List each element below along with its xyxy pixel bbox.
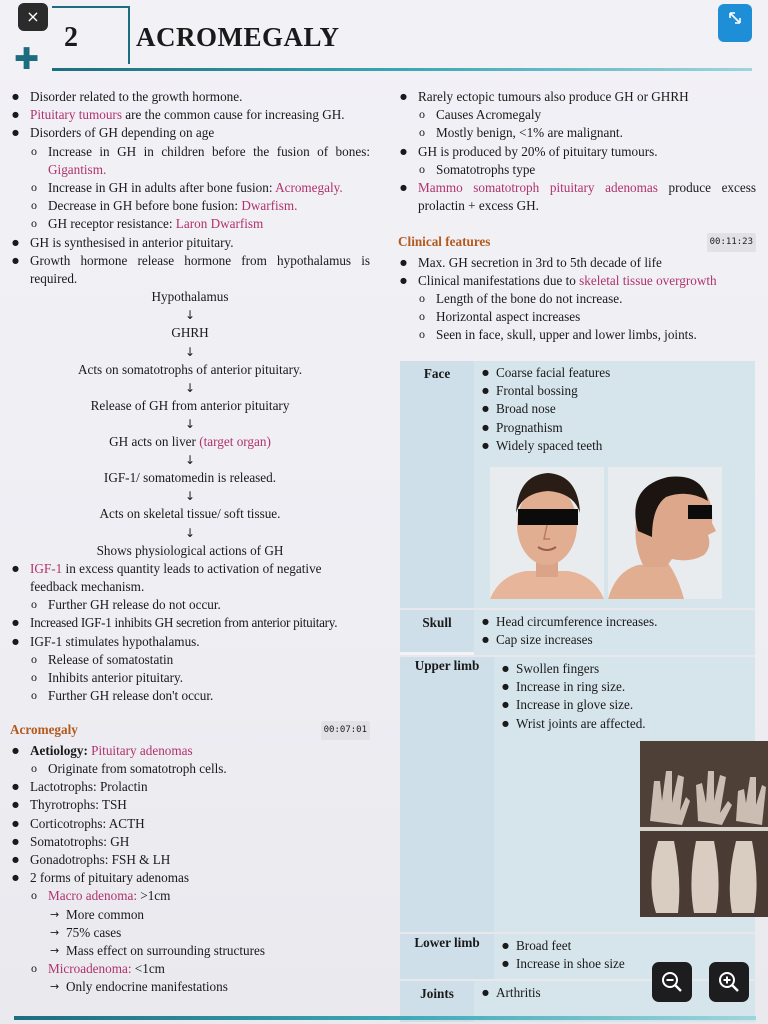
zoom-out-button[interactable]	[652, 962, 692, 1002]
section-header-acromegaly	[10, 721, 370, 739]
table-row	[400, 657, 755, 934]
list-item: ● Prognathism	[476, 419, 749, 437]
list-item: ● Head circumference increases.	[476, 613, 749, 631]
face-front-image	[490, 467, 604, 599]
footer-divider	[14, 1016, 756, 1020]
face-profile-image	[608, 467, 722, 599]
list-item: ● IGF-1 in excess quantity leads to activation of negative feedback mechanism.	[10, 560, 370, 596]
sub-item: o Macro adenoma: >1cm	[10, 887, 370, 905]
hands-feet-image	[640, 741, 768, 917]
close-icon: ×	[26, 7, 40, 26]
list-item: ● Gonadotrophs: FSH & LH	[10, 851, 370, 869]
arrow-item: → Only endocrine manifestations	[10, 978, 370, 996]
section-title: Acromegaly	[10, 722, 78, 738]
list-item: ● Max. GH secretion in 3rd to 5th decade of life	[398, 254, 756, 272]
list-item: ● Cap size increases	[476, 631, 749, 649]
flow-step: Hypothalamus	[151, 289, 229, 305]
flowchart	[10, 288, 370, 560]
row-label: Lower limb	[400, 934, 494, 979]
zoom-in-button[interactable]	[709, 962, 749, 1002]
list-item: ● Arthritis	[476, 984, 749, 1002]
flow-step: Acts on skeletal tissue/ soft tissue.	[99, 506, 281, 522]
list-item: ● Rarely ectopic tumours also produce GH or GHRH	[398, 88, 756, 106]
sub-item: o Causes Acromegaly	[398, 106, 756, 124]
list-item: ● Corticotrophs: ACTH	[10, 815, 370, 833]
sub-item: o Increase in GH in adults after bone fusion: Acromegaly.	[10, 179, 370, 197]
arrow-down-icon: ↓	[184, 308, 196, 323]
arrow-down-icon: ↓	[184, 489, 196, 504]
list-item: ● GH is synthesised in anterior pituitary.	[10, 234, 370, 252]
sub-item: o Microadenoma: <1cm	[10, 960, 370, 978]
flow-step: IGF-1/ somatomedin is released.	[103, 470, 277, 486]
sub-item: o Seen in face, skull, upper and lower limbs, joints.	[398, 326, 756, 344]
list-item: ● 2 forms of pituitary adenomas	[10, 869, 370, 887]
sub-item: o Further GH release do not occur.	[10, 596, 370, 614]
sub-item: o Decrease in GH before bone fusion: Dwarfism.	[10, 197, 370, 215]
row-label: Face	[400, 361, 474, 608]
sub-item: o Inhibits anterior pituitary.	[10, 669, 370, 687]
arrow-down-icon: ↓	[184, 453, 196, 468]
list-item: ● Broad nose	[476, 400, 749, 418]
list-item: ● Increase in shoe size	[496, 955, 749, 973]
expand-button[interactable]	[718, 4, 752, 42]
arrow-down-icon: ↓	[184, 525, 196, 540]
sub-item: o Originate from somatotroph cells.	[10, 760, 370, 778]
table-row	[400, 361, 755, 610]
list-item: ● Increase in ring size.	[496, 678, 749, 696]
flow-step: Release of GH from anterior pituitary	[90, 397, 290, 413]
close-button[interactable]	[18, 3, 48, 31]
list-item: ● Increased IGF-1 inhibits GH secretion from anterior pituitary.	[10, 614, 370, 632]
list-item: ● Clinical manifestations due to skeletal tissue overgrowth	[398, 272, 756, 290]
sub-item: o Somatotrophs type	[398, 161, 756, 179]
header-divider	[52, 68, 752, 71]
zoom-in-icon	[717, 970, 741, 994]
list-item: ● Wrist joints are affected.	[496, 715, 749, 733]
arrow-item: → More common	[10, 906, 370, 924]
arrow-down-icon: ↓	[184, 417, 196, 432]
arrow-down-icon: ↓	[184, 344, 196, 359]
timestamp-badge[interactable]: 00:11:23	[707, 233, 756, 251]
list-item: ● GH is produced by 20% of pituitary tumours.	[398, 143, 756, 161]
flow-step: GHRH	[171, 325, 209, 341]
chapter-number: 2	[64, 22, 78, 53]
table-row	[400, 610, 755, 657]
row-content	[494, 657, 755, 932]
row-label: Joints	[400, 981, 474, 1022]
list-item: ● IGF-1 stimulates hypothalamus.	[10, 633, 370, 651]
sub-item: o Horizontal aspect increases	[398, 308, 756, 326]
timestamp-badge[interactable]: 00:07:01	[321, 721, 370, 739]
list-item: ● Coarse facial features	[476, 364, 749, 382]
list-item: ● Frontal bossing	[476, 382, 749, 400]
left-column	[10, 88, 370, 997]
arrow-down-icon: ↓	[184, 380, 196, 395]
list-item: ● Aetiology: Pituitary adenomas	[10, 742, 370, 760]
list-item: ● Somatotrophs: GH	[10, 833, 370, 851]
section-title: Clinical features	[398, 234, 491, 250]
sub-item: o Release of somatostatin	[10, 651, 370, 669]
row-content	[474, 610, 755, 655]
clinical-features-table	[400, 361, 755, 1024]
sub-item: o Increase in GH in children before the fusion of bones: Gigantism.	[10, 143, 370, 179]
plus-icon: ✚	[14, 42, 40, 77]
zoom-out-icon	[660, 970, 684, 994]
list-item: ● Broad feet	[496, 937, 749, 955]
row-content	[474, 361, 755, 608]
expand-icon	[727, 10, 743, 26]
row-label: Upper limb	[400, 657, 494, 932]
list-item: ● Widely spaced teeth	[476, 437, 749, 455]
arrow-item: → 75% cases	[10, 924, 370, 942]
page-title: ACROMEGALY	[136, 22, 340, 52]
list-item: ● Pituitary tumours are the common cause for increasing GH.	[10, 106, 370, 124]
right-column	[398, 88, 756, 345]
row-label: Skull	[400, 610, 474, 652]
arrow-item: → Mass effect on surrounding structures	[10, 942, 370, 960]
list-item: ● Growth hormone release hormone from hypothalamus is required.	[10, 252, 370, 288]
list-item: ● Swollen fingers	[496, 660, 749, 678]
table-row	[400, 934, 755, 981]
sub-item: o Mostly benign, <1% are malignant.	[398, 124, 756, 142]
sub-item: o Further GH release don't occur.	[10, 687, 370, 705]
list-item: ● Disorder related to the growth hormone.	[10, 88, 370, 106]
list-item: ● Mammo somatotroph pituitary adenomas produce excess prolactin + excess GH.	[398, 179, 756, 215]
flow-step: Acts on somatotrophs of anterior pituitary.	[77, 361, 303, 377]
list-item: ● Increase in glove size.	[496, 696, 749, 714]
sub-item: o Length of the bone do not increase.	[398, 290, 756, 308]
list-item: ● Lactotrophs: Prolactin	[10, 778, 370, 796]
list-item: ● Thyrotrophs: TSH	[10, 796, 370, 814]
section-header-clinical	[398, 233, 756, 251]
flow-step: GH acts on liver (target organ)	[109, 434, 271, 450]
list-item: ● Disorders of GH depending on age	[10, 124, 370, 142]
flow-step: Shows physiological actions of GH	[96, 542, 284, 558]
sub-item: o GH receptor resistance: Laron Dwarfism	[10, 215, 370, 233]
